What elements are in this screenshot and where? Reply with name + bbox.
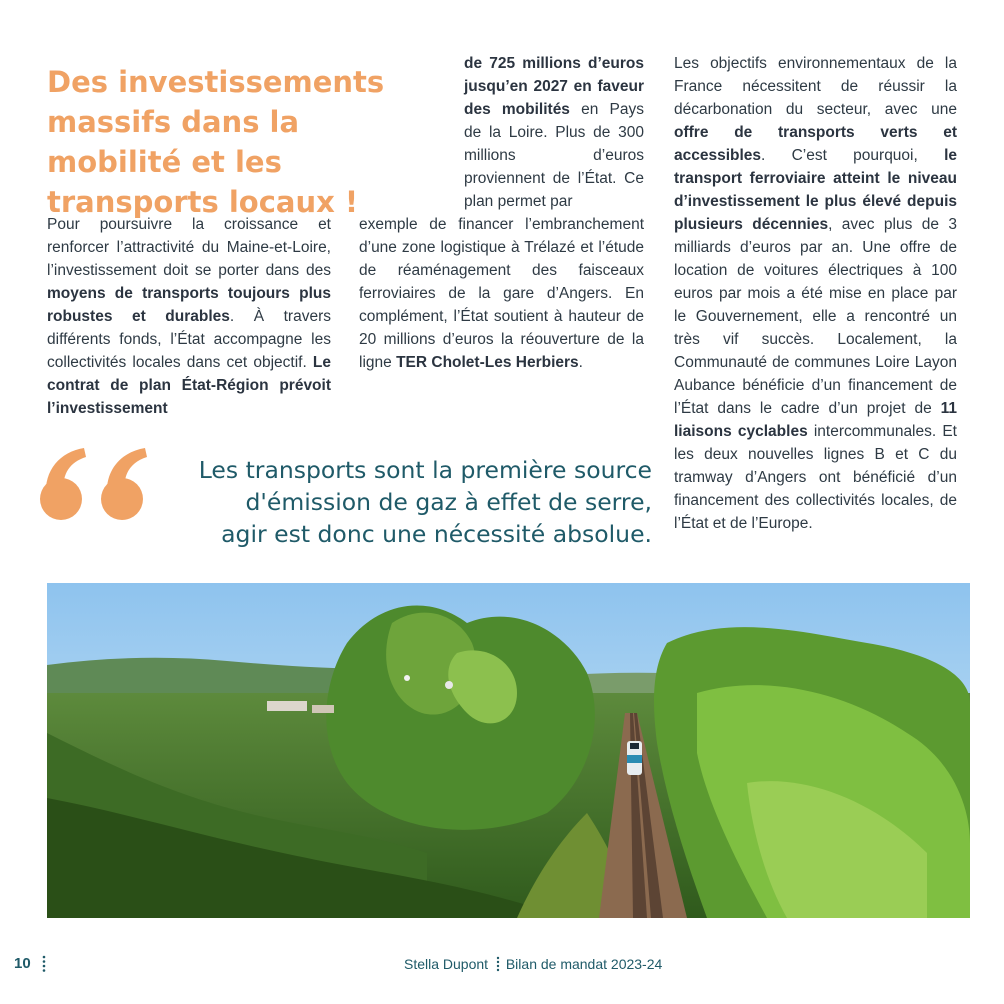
page-title: Des investissements massifs dans la mobilité et les transports locaux ! bbox=[47, 65, 385, 219]
page-number: 10 bbox=[14, 955, 31, 972]
train-landscape-photo bbox=[47, 583, 970, 918]
column-1-text: Pour poursuivre la croissance et renforcer l’attractivité du Maine-et-Loire, l’investissement doit se porter dans des moyens de transports toujours plus robustes et durables. À travers différents fonds, l’État accompagne les collectivités locales dans cet objectif. Le contrat de plan État-Région prévoit l’investissement bbox=[47, 216, 331, 417]
pull-quote-line: Les transports sont la première source bbox=[198, 456, 652, 484]
column-2-bottom bbox=[359, 213, 644, 374]
column-2-top-text: de 725 millions d’euros jusqu’en 2027 en faveur des mobilités en Pays de la Loire. Plus de 300 millions d’euros proviennent de l’État. Ce plan permet par bbox=[464, 55, 644, 210]
footer-document-title: Bilan de mandat 2023-24 bbox=[505, 956, 663, 972]
opening-quote-icon bbox=[36, 432, 156, 532]
column-2-bottom-text: exemple de financer l’embranchement d’une zone logistique à Trélazé et l’étude de réaménagement des faisceaux ferroviaires de la gare d’Angers. En complément, l’État soutient à hauteur de 20 millions d’euros la réouverture de la ligne TER Cholet-Les Herbiers. bbox=[359, 216, 644, 371]
footer-caption bbox=[404, 956, 662, 972]
footer-author: Stella Dupont bbox=[404, 956, 489, 972]
vertical-dots-icon bbox=[42, 955, 46, 973]
pull-quote-line: agir est donc une nécessité absolue. bbox=[221, 520, 652, 548]
column-1 bbox=[47, 213, 331, 420]
pull-quote bbox=[150, 454, 652, 550]
vertical-dots-icon bbox=[495, 956, 501, 972]
column-3-text: Les objectifs environnementaux de la France nécessitent de réussir la décarbonation du secteur, avec une offre de transports verts et accessibles. C’est pourquoi, le transport ferroviaire atteint le niveau d’investissement le plus élevé depuis plusieurs décennies, avec plus de 3 milliards d’euros par an. Une offre de location de voitures électriques à 100 euros par mois a été mise en place par le Gouvernement, elle a rencontré un très vif succès. Localement, la Communauté de communes Loire Layon Aubance bénéficie d’un financement de l’État dans le cadre d’un projet de 11 liaisons cyclables intercommunales. Et les deux nouvelles lignes B et C du tramway d’Angers ont bénéficié d’un financement des collectivités locales, de l’État et de l’Europe. bbox=[674, 55, 957, 532]
column-2-top bbox=[464, 52, 644, 213]
pull-quote-line: d'émission de gaz à effet de serre, bbox=[245, 488, 652, 516]
column-3 bbox=[674, 52, 957, 535]
